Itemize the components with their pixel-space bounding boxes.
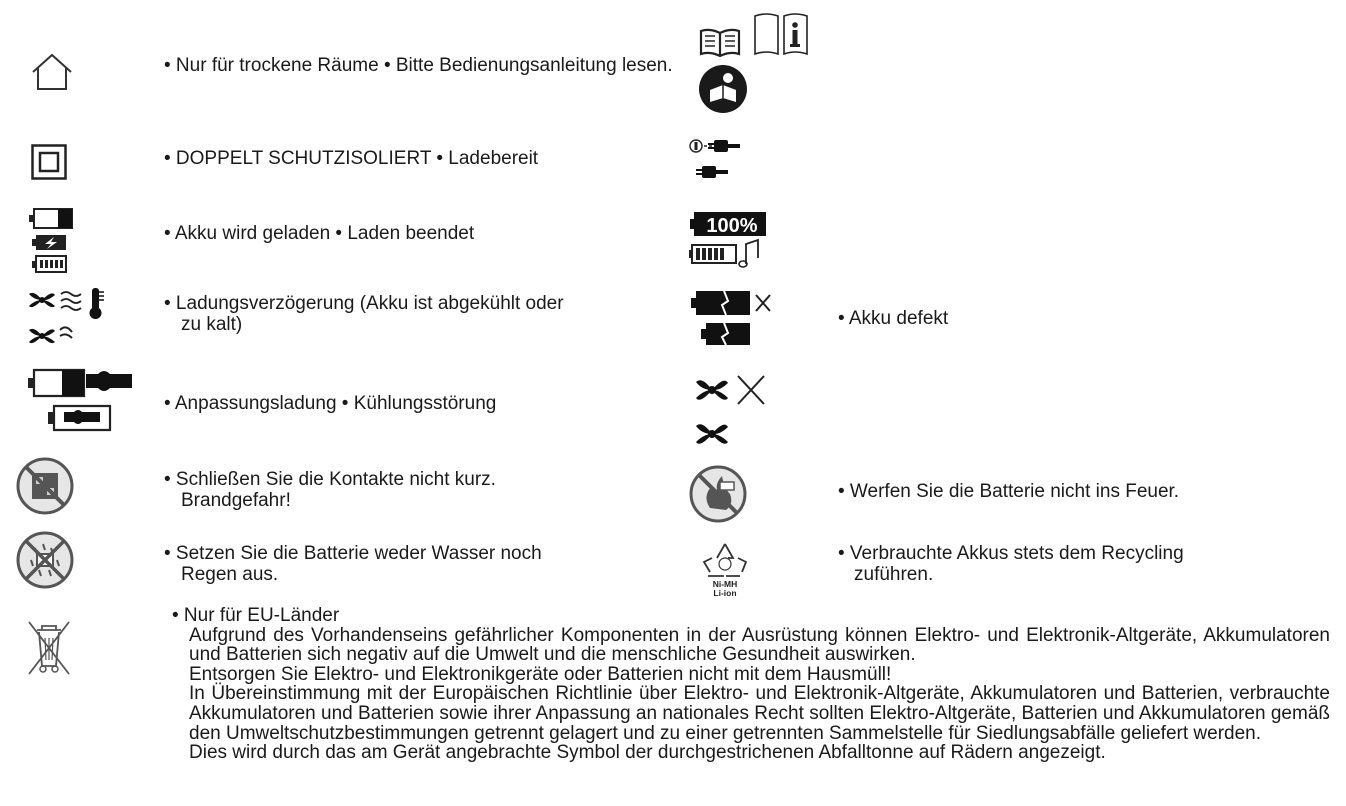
crossed-bin-icon [24, 616, 74, 676]
battery-charging-icon [28, 206, 84, 274]
row7-text-line2: Regen aus. [181, 564, 279, 585]
row6-right-text: • Werfen Sie die Batterie nicht ins Feuer. [838, 481, 1180, 502]
house-icon [30, 52, 74, 92]
eu-header: • Nur für EU-Länder [172, 605, 340, 626]
row6-text-line1: • Schließen Sie die Kontakte nicht kurz. [164, 469, 496, 490]
recycle-label-liion: Li-ion [713, 588, 737, 598]
read-manual-icon [698, 64, 748, 114]
no-short-circuit-icon [15, 456, 75, 516]
row4-right-text: • Akku defekt [838, 308, 949, 329]
no-fire-icon [688, 464, 748, 524]
eu-paragraph-3: In Übereinstimmung mit der Europäischen Richtlinie über Elektro- und Elektronik-Altgeräte, Akkumulatoren und Batterien, verbrauchte Akkumulatoren und Batterien sowie ihrer Anpassung an nationales Recht sollten Elektro-Altgeräte, Batterien und Akkumulatoren gemäß den Umweltschutzbestimmungen getrennt gelagert und zu einer getrennten Sammelstelle für Siedlungsabfälle geliefert werden. [189, 683, 1330, 744]
eu-disposal-notice [172, 606, 1330, 763]
no-water-icon [15, 530, 75, 590]
row4-text-line2: zu kalt) [181, 314, 243, 335]
info-book-icon [752, 10, 810, 56]
battery-full-badge: 100% [706, 215, 758, 237]
eu-paragraph-2: Entsorgen Sie Elektro- und Elektronikgeräte oder Batterien nicht mit dem Hausmüll! [189, 663, 892, 685]
recycle-icon [700, 540, 750, 598]
row7-text-line1: • Setzen Sie die Batterie weder Wasser noch [164, 543, 542, 564]
plug-ready-icon [688, 136, 758, 186]
row4-text-line1: • Ladungsverzögerung (Akku ist abgekühlt oder [164, 293, 564, 314]
eu-paragraph-4: Dies wird durch das am Gerät angebrachte Symbol der durchgestrichenen Abfalltonne auf Rädern angezeigt. [189, 742, 1106, 764]
row7-right-text-line2: zuführen. [854, 564, 934, 585]
fan-thermometer-icon [26, 286, 116, 358]
row6-text-line2: Brandgefahr! [181, 490, 291, 511]
battery-full-icon [688, 210, 778, 270]
eu-paragraph-1: Aufgrund des Vorhandenseins gefährlicher Komponenten in der Ausrüstung können Elektro- und Elektronik-Altgeräte, Akkumulatoren und Batterien sich negativ auf die Umwelt und die menschliche Gesundheit auswirken. [189, 624, 1330, 666]
row5-text: • Anpassungsladung • Kühlungsstörung [164, 393, 497, 414]
battery-wrench-icon [26, 366, 136, 436]
manual-book-icon [698, 27, 742, 57]
recycle-label-nimh: Ni-MH [712, 579, 738, 589]
row1-text: • Nur für trockene Räume • Bitte Bedienungsanleitung lesen. [164, 55, 673, 76]
row2-text: • DOPPELT SCHUTZISOLIERT • Ladebereit [164, 148, 539, 169]
double-insulation-icon [31, 144, 67, 180]
fan-fault-icon [694, 372, 774, 454]
battery-defect-icon [688, 289, 778, 349]
row7-right-text-line1: • Verbrauchte Akkus stets dem Recycling [838, 543, 1184, 564]
row3-text: • Akku wird geladen • Laden beendet [164, 223, 475, 244]
